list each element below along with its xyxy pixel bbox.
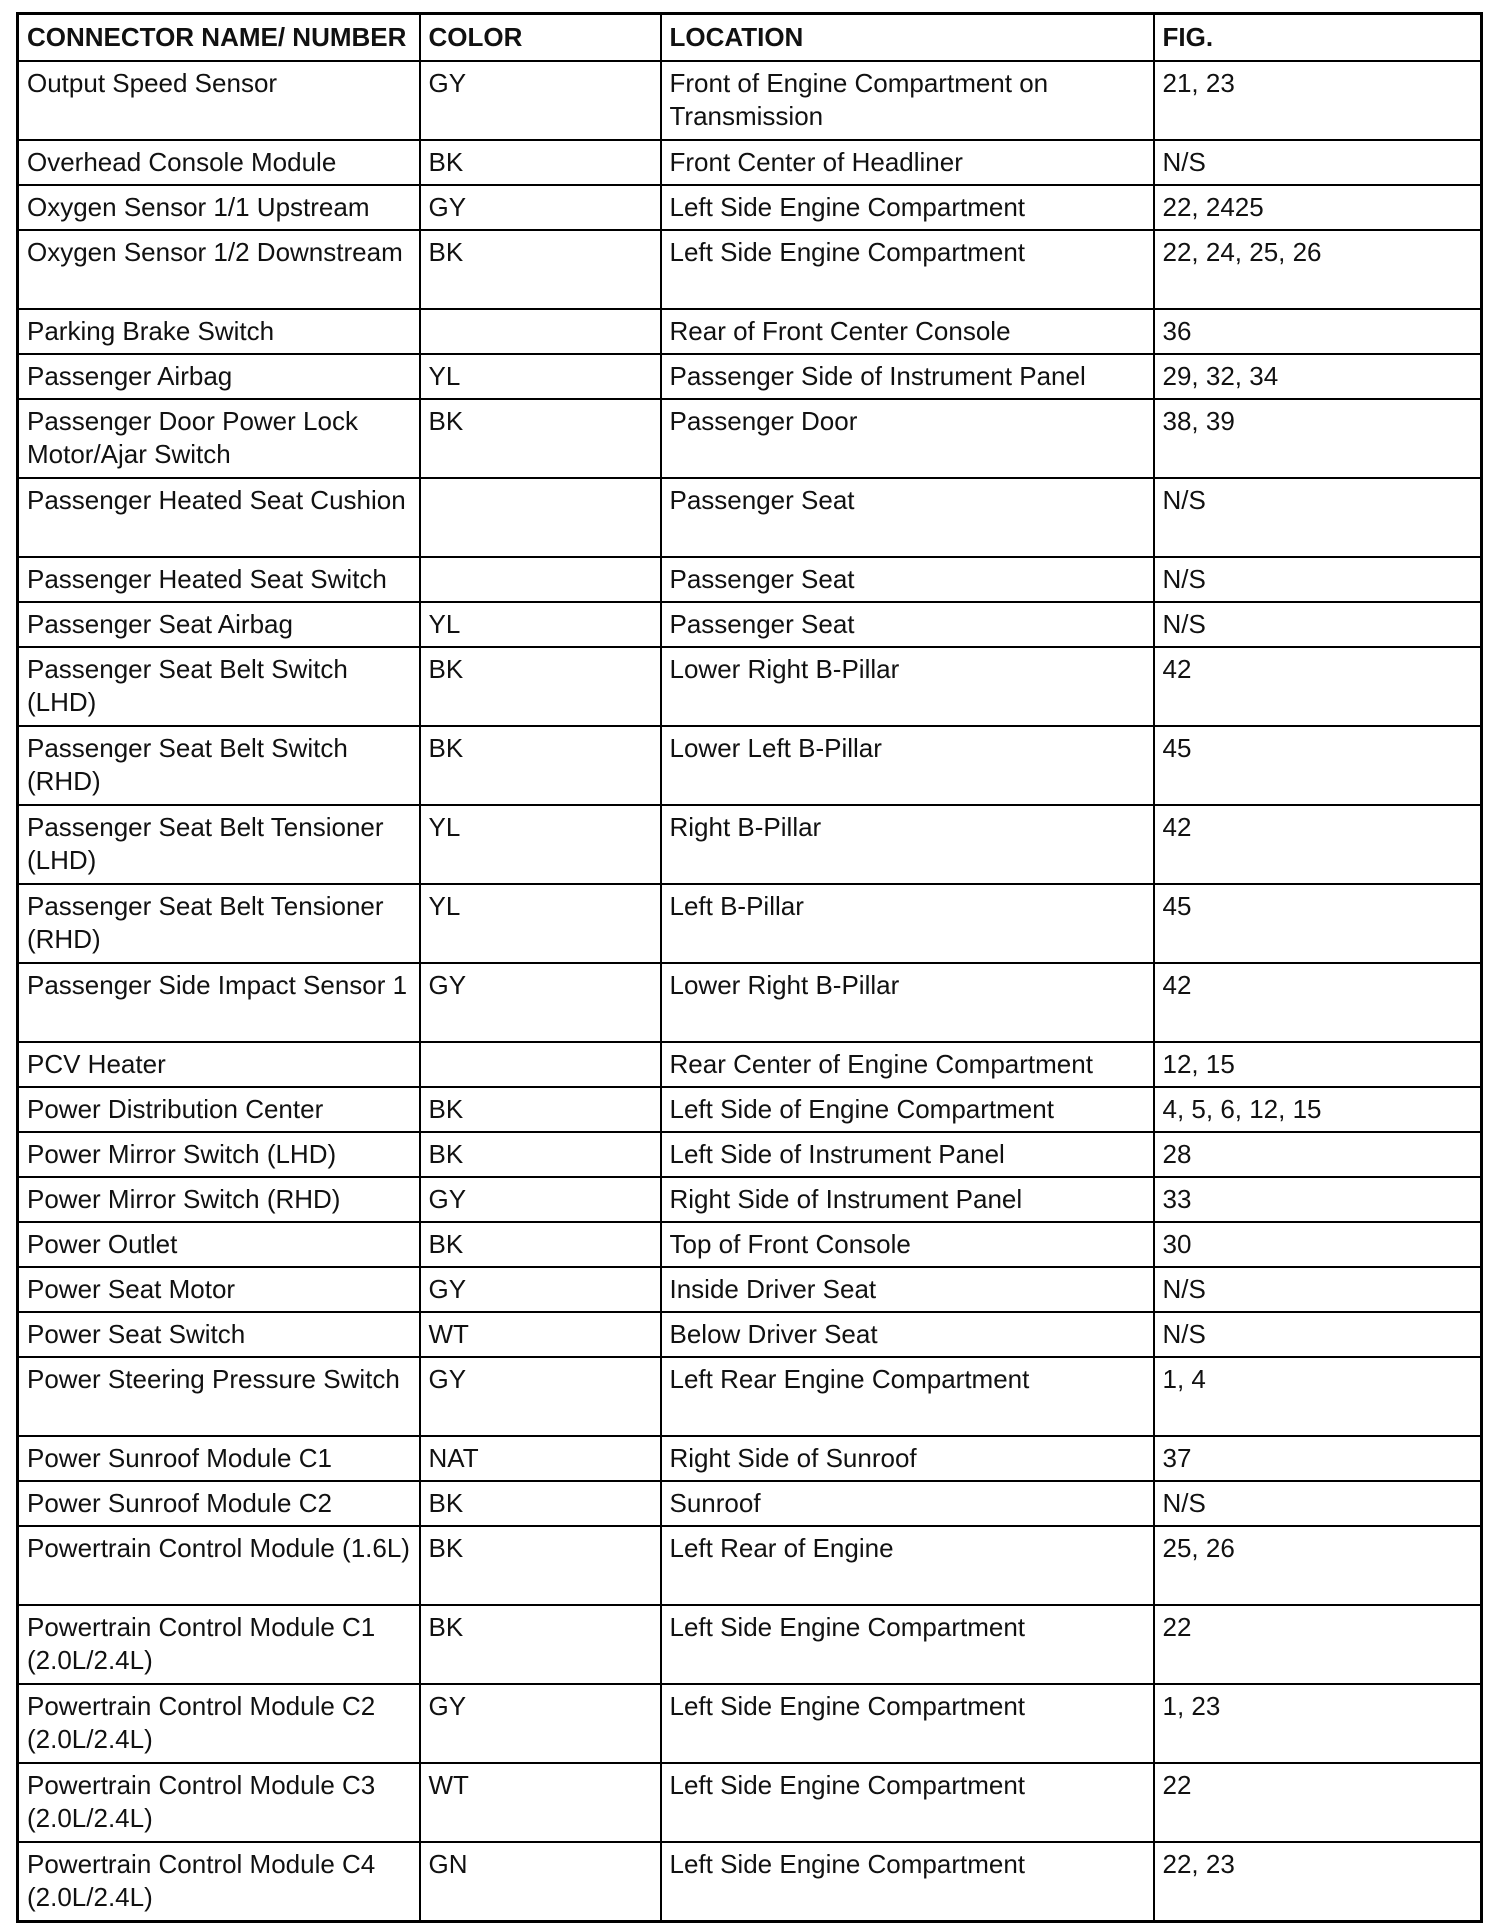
table-row [18,354,1482,399]
cell-color: GY [420,1177,661,1222]
cell-connector-name: Powertrain Control Module C2 (2.0L/2.4L) [18,1684,420,1763]
cell-location: Left Side Engine Compartment [661,1684,1154,1763]
table-header-row [18,14,1482,62]
table-body [18,61,1482,1922]
cell-location: Inside Driver Seat [661,1267,1154,1312]
table-row [18,1436,1482,1481]
header-connector-name: CONNECTOR NAME/ NUMBER [18,14,420,62]
table-row [18,647,1482,726]
cell-location: Left Side Engine Compartment [661,230,1154,309]
connector-location-table [16,12,1483,1923]
cell-fig: N/S [1154,1312,1482,1357]
cell-connector-name: Passenger Seat Belt Switch (LHD) [18,647,420,726]
header-location: LOCATION [661,14,1154,62]
cell-location: Left Rear of Engine [661,1526,1154,1605]
cell-fig: 1, 23 [1154,1684,1482,1763]
header-color: COLOR [420,14,661,62]
cell-connector-name: Power Seat Motor [18,1267,420,1312]
cell-connector-name: Powertrain Control Module C4 (2.0L/2.4L) [18,1842,420,1922]
cell-fig: 25, 26 [1154,1526,1482,1605]
table-row [18,1132,1482,1177]
cell-connector-name: Passenger Side Impact Sensor 1 [18,963,420,1042]
cell-fig: N/S [1154,1267,1482,1312]
table-row [18,1526,1482,1605]
cell-connector-name: Powertrain Control Module C3 (2.0L/2.4L) [18,1763,420,1842]
cell-color [420,478,661,557]
cell-connector-name: Power Outlet [18,1222,420,1267]
cell-location: Left Side Engine Compartment [661,1763,1154,1842]
table-row [18,884,1482,963]
table-row [18,1042,1482,1087]
cell-connector-name: Power Distribution Center [18,1087,420,1132]
table-row [18,1605,1482,1684]
table-row [18,1267,1482,1312]
cell-color: BK [420,726,661,805]
table-row [18,1481,1482,1526]
table-row [18,230,1482,309]
cell-color: BK [420,1222,661,1267]
cell-color: BK [420,399,661,478]
cell-location: Right Side of Sunroof [661,1436,1154,1481]
table-row [18,1177,1482,1222]
connector-table-container [16,12,1480,1923]
cell-location: Passenger Seat [661,602,1154,647]
cell-location: Lower Right B-Pillar [661,647,1154,726]
cell-connector-name: Overhead Console Module [18,140,420,185]
cell-color: GY [420,61,661,140]
cell-location: Left Side Engine Compartment [661,1605,1154,1684]
cell-connector-name: Parking Brake Switch [18,309,420,354]
cell-location: Lower Right B-Pillar [661,963,1154,1042]
cell-connector-name: Passenger Seat Belt Tensioner (LHD) [18,805,420,884]
cell-color: GY [420,185,661,230]
table-row [18,805,1482,884]
cell-location: Front Center of Headliner [661,140,1154,185]
cell-color: WT [420,1312,661,1357]
cell-location: Left Rear Engine Compartment [661,1357,1154,1436]
cell-connector-name: Passenger Seat Airbag [18,602,420,647]
cell-fig: 22, 23 [1154,1842,1482,1922]
cell-connector-name: Power Sunroof Module C1 [18,1436,420,1481]
cell-location: Left Side of Engine Compartment [661,1087,1154,1132]
table-row [18,185,1482,230]
cell-color: BK [420,1087,661,1132]
cell-fig: 42 [1154,805,1482,884]
cell-fig: 22, 2425 [1154,185,1482,230]
cell-fig: 22 [1154,1605,1482,1684]
cell-fig: 42 [1154,647,1482,726]
cell-location: Left B-Pillar [661,884,1154,963]
cell-color: YL [420,884,661,963]
cell-location: Right Side of Instrument Panel [661,1177,1154,1222]
cell-color: YL [420,602,661,647]
cell-fig: 30 [1154,1222,1482,1267]
cell-fig: 38, 39 [1154,399,1482,478]
cell-fig: 4, 5, 6, 12, 15 [1154,1087,1482,1132]
cell-connector-name: Output Speed Sensor [18,61,420,140]
cell-connector-name: Powertrain Control Module C1 (2.0L/2.4L) [18,1605,420,1684]
cell-color: YL [420,805,661,884]
cell-color [420,309,661,354]
cell-connector-name: Passenger Heated Seat Switch [18,557,420,602]
cell-location: Rear Center of Engine Compartment [661,1042,1154,1087]
cell-fig: N/S [1154,1481,1482,1526]
cell-location: Left Side of Instrument Panel [661,1132,1154,1177]
cell-color: YL [420,354,661,399]
cell-location: Rear of Front Center Console [661,309,1154,354]
cell-color [420,557,661,602]
cell-connector-name: Passenger Airbag [18,354,420,399]
cell-fig: 28 [1154,1132,1482,1177]
table-row [18,140,1482,185]
cell-location: Passenger Door [661,399,1154,478]
cell-color: NAT [420,1436,661,1481]
cell-fig: N/S [1154,478,1482,557]
cell-location: Passenger Seat [661,478,1154,557]
cell-connector-name: Power Seat Switch [18,1312,420,1357]
cell-connector-name: Power Sunroof Module C2 [18,1481,420,1526]
cell-color: BK [420,140,661,185]
cell-fig: 37 [1154,1436,1482,1481]
cell-color: WT [420,1763,661,1842]
cell-connector-name: Power Steering Pressure Switch [18,1357,420,1436]
table-row [18,602,1482,647]
cell-fig: 45 [1154,884,1482,963]
cell-color: GY [420,1357,661,1436]
cell-color: BK [420,1481,661,1526]
cell-connector-name: Passenger Door Power Lock Motor/Ajar Switch [18,399,420,478]
cell-color: BK [420,1526,661,1605]
table-row [18,1684,1482,1763]
cell-color: GY [420,1684,661,1763]
cell-connector-name: PCV Heater [18,1042,420,1087]
table-row [18,1763,1482,1842]
cell-location: Sunroof [661,1481,1154,1526]
cell-fig: N/S [1154,557,1482,602]
cell-color: BK [420,1132,661,1177]
table-row [18,1312,1482,1357]
cell-color [420,1042,661,1087]
cell-fig: 22 [1154,1763,1482,1842]
table-row [18,478,1482,557]
cell-fig: 29, 32, 34 [1154,354,1482,399]
cell-fig: N/S [1154,602,1482,647]
table-row [18,1222,1482,1267]
cell-fig: 45 [1154,726,1482,805]
cell-location: Lower Left B-Pillar [661,726,1154,805]
cell-fig: 21, 23 [1154,61,1482,140]
cell-connector-name: Power Mirror Switch (RHD) [18,1177,420,1222]
cell-connector-name: Passenger Seat Belt Tensioner (RHD) [18,884,420,963]
table-row [18,61,1482,140]
header-fig: FIG. [1154,14,1482,62]
table-row [18,399,1482,478]
cell-color: GY [420,1267,661,1312]
table-row [18,1842,1482,1922]
cell-connector-name: Passenger Seat Belt Switch (RHD) [18,726,420,805]
cell-color: GN [420,1842,661,1922]
cell-fig: 22, 24, 25, 26 [1154,230,1482,309]
cell-fig: 42 [1154,963,1482,1042]
cell-location: Below Driver Seat [661,1312,1154,1357]
table-row [18,1087,1482,1132]
cell-location: Front of Engine Compartment on Transmission [661,61,1154,140]
table-row [18,726,1482,805]
cell-fig: N/S [1154,140,1482,185]
cell-fig: 1, 4 [1154,1357,1482,1436]
cell-location: Right B-Pillar [661,805,1154,884]
cell-location: Left Side Engine Compartment [661,185,1154,230]
table-row [18,557,1482,602]
cell-connector-name: Power Mirror Switch (LHD) [18,1132,420,1177]
cell-color: BK [420,1605,661,1684]
cell-connector-name: Powertrain Control Module (1.6L) [18,1526,420,1605]
cell-location: Passenger Side of Instrument Panel [661,354,1154,399]
table-row [18,963,1482,1042]
cell-fig: 36 [1154,309,1482,354]
cell-location: Passenger Seat [661,557,1154,602]
cell-fig: 33 [1154,1177,1482,1222]
cell-location: Top of Front Console [661,1222,1154,1267]
cell-fig: 12, 15 [1154,1042,1482,1087]
cell-color: BK [420,647,661,726]
table-row [18,309,1482,354]
cell-connector-name: Oxygen Sensor 1/1 Upstream [18,185,420,230]
cell-connector-name: Passenger Heated Seat Cushion [18,478,420,557]
table-row [18,1357,1482,1436]
cell-location: Left Side Engine Compartment [661,1842,1154,1922]
cell-color: GY [420,963,661,1042]
cell-connector-name: Oxygen Sensor 1/2 Downstream [18,230,420,309]
cell-color: BK [420,230,661,309]
